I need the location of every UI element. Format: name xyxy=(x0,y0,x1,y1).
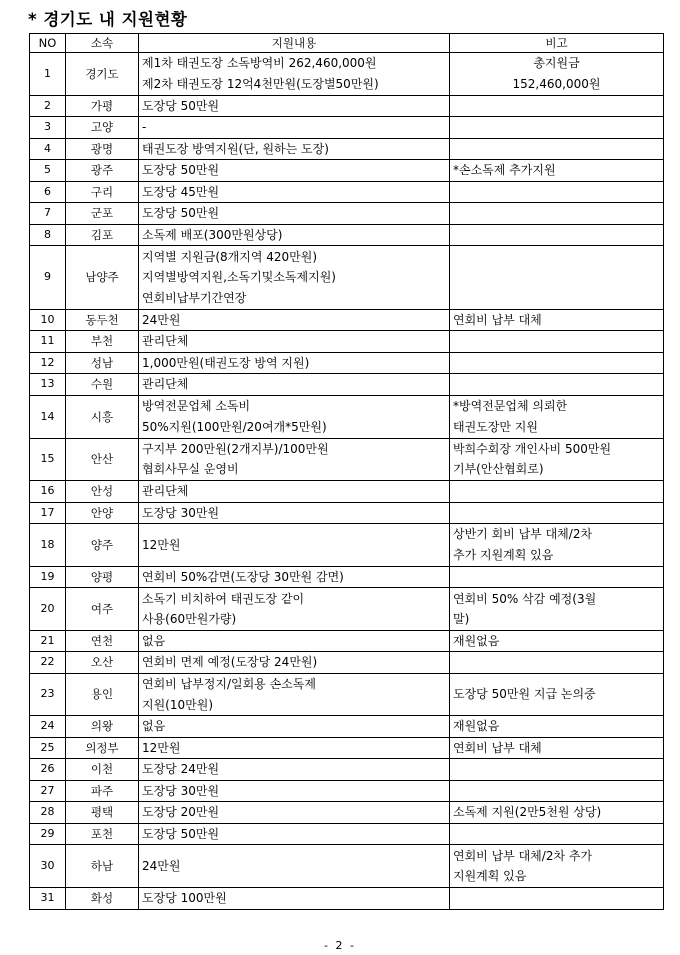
row-number: 22 xyxy=(30,652,66,674)
row-content xyxy=(139,203,450,225)
row-content xyxy=(139,95,450,117)
table-row xyxy=(30,888,664,910)
row-note xyxy=(450,224,664,246)
table-row xyxy=(30,588,664,631)
table-row xyxy=(30,246,664,310)
content-line: 없음 xyxy=(142,633,166,648)
note-line: 상반기 회비 납부 대체/2차 xyxy=(453,527,593,542)
row-content xyxy=(139,374,450,396)
row-number: 17 xyxy=(30,502,66,524)
row-content xyxy=(139,352,450,374)
row-region: 안성 xyxy=(66,481,139,503)
row-note xyxy=(450,845,664,888)
row-number: 24 xyxy=(30,716,66,738)
row-number: 4 xyxy=(30,138,66,160)
header-region: 소속 xyxy=(66,34,139,53)
support-status-table xyxy=(29,33,664,910)
content-line: 소독기 비치하여 태권도장 같이 xyxy=(142,591,305,606)
row-content xyxy=(139,652,450,674)
row-number: 6 xyxy=(30,181,66,203)
note-line: 총지원금 xyxy=(533,56,580,71)
row-note xyxy=(450,802,664,824)
row-content xyxy=(139,588,450,631)
row-note xyxy=(450,566,664,588)
row-content xyxy=(139,246,450,310)
row-note xyxy=(450,759,664,781)
row-region: 김포 xyxy=(66,224,139,246)
row-number: 12 xyxy=(30,352,66,374)
content-line: 지원(10만원) xyxy=(142,697,214,712)
row-region: 하남 xyxy=(66,845,139,888)
row-region: 양주 xyxy=(66,524,139,567)
content-line: 도장당 100만원 xyxy=(142,891,227,906)
row-content xyxy=(139,802,450,824)
row-note xyxy=(450,716,664,738)
row-content xyxy=(139,481,450,503)
content-line: 연회비 납부정지/일회용 손소독제 xyxy=(142,677,316,692)
row-number: 8 xyxy=(30,224,66,246)
row-region: 성남 xyxy=(66,352,139,374)
note-line: 소독제 지원(2만5천원 상당) xyxy=(453,805,602,820)
table-row xyxy=(30,630,664,652)
row-number: 20 xyxy=(30,588,66,631)
table-row xyxy=(30,117,664,139)
note-line: 152,460,000원 xyxy=(512,76,601,91)
table-header-row xyxy=(30,34,664,53)
table-row xyxy=(30,53,664,96)
note-line: 도장당 50만원 지급 논의중 xyxy=(453,687,596,702)
row-note xyxy=(450,524,664,567)
row-number: 9 xyxy=(30,246,66,310)
content-line: 지역별 지원금(8개지역 420만원) xyxy=(142,249,318,264)
row-note xyxy=(450,117,664,139)
row-content xyxy=(139,224,450,246)
content-line: 도장당 24만원 xyxy=(142,762,220,777)
header-no: NO xyxy=(30,34,66,53)
page-number: - 2 - xyxy=(324,939,356,952)
content-line: 연회비납부기간연장 xyxy=(142,290,247,305)
content-line: 24만원 xyxy=(142,859,181,873)
row-note xyxy=(450,481,664,503)
row-region: 시흥 xyxy=(66,395,139,438)
table-row xyxy=(30,823,664,845)
row-region: 수원 xyxy=(66,374,139,396)
content-line: 관리단체 xyxy=(142,377,189,392)
row-content xyxy=(139,759,450,781)
row-note xyxy=(450,888,664,910)
note-line: 연회비 50% 삭감 예정(3월 xyxy=(453,591,597,606)
table-row xyxy=(30,395,664,438)
content-line: 관리단체 xyxy=(142,484,189,499)
note-line: 말) xyxy=(453,612,470,627)
row-region: 안양 xyxy=(66,502,139,524)
content-line: 협회사무실 운영비 xyxy=(142,462,239,477)
row-content xyxy=(139,630,450,652)
row-content xyxy=(139,502,450,524)
row-number: 10 xyxy=(30,309,66,331)
row-note xyxy=(450,181,664,203)
table-row xyxy=(30,524,664,567)
row-region: 포천 xyxy=(66,823,139,845)
row-note xyxy=(450,331,664,353)
row-note xyxy=(450,780,664,802)
table-row xyxy=(30,652,664,674)
row-region: 의정부 xyxy=(66,737,139,759)
content-line: 24만원 xyxy=(142,312,181,327)
row-note xyxy=(450,246,664,310)
row-content xyxy=(139,845,450,888)
row-content xyxy=(139,823,450,845)
content-line: 50%지원(100만원/20여개*5만원) xyxy=(142,419,327,434)
table-row xyxy=(30,203,664,225)
row-number: 27 xyxy=(30,780,66,802)
table-row xyxy=(30,481,664,503)
row-note xyxy=(450,203,664,225)
table-row xyxy=(30,737,664,759)
row-region: 군포 xyxy=(66,203,139,225)
row-number: 11 xyxy=(30,331,66,353)
content-line: 제2차 태권도장 12억4천만원(도장별50만원) xyxy=(142,76,379,91)
row-region: 용인 xyxy=(66,673,139,716)
row-region: 이천 xyxy=(66,759,139,781)
row-region: 고양 xyxy=(66,117,139,139)
table-row xyxy=(30,352,664,374)
row-content xyxy=(139,53,450,96)
row-number: 30 xyxy=(30,845,66,888)
row-region: 화성 xyxy=(66,888,139,910)
row-content xyxy=(139,138,450,160)
header-content: 지원내용 xyxy=(139,34,450,53)
row-content xyxy=(139,737,450,759)
content-line: 도장당 30만원 xyxy=(142,783,220,798)
row-content xyxy=(139,673,450,716)
table-row xyxy=(30,95,664,117)
row-region: 양평 xyxy=(66,566,139,588)
row-number: 16 xyxy=(30,481,66,503)
table-row xyxy=(30,160,664,182)
content-line: 태권도장 방역지원(단, 원하는 도장) xyxy=(142,141,329,156)
row-region: 남양주 xyxy=(66,246,139,310)
row-number: 2 xyxy=(30,95,66,117)
row-note xyxy=(450,652,664,674)
table-row xyxy=(30,502,664,524)
content-line: 도장당 50만원 xyxy=(142,206,220,221)
row-number: 23 xyxy=(30,673,66,716)
note-line: 추가 지원계획 있음 xyxy=(453,547,554,562)
row-number: 5 xyxy=(30,160,66,182)
content-line: 도장당 30만원 xyxy=(142,505,220,520)
content-line: 없음 xyxy=(142,719,166,734)
content-line: 사용(60만원가량) xyxy=(142,612,237,627)
table-body xyxy=(30,53,664,910)
row-note xyxy=(450,95,664,117)
row-number: 18 xyxy=(30,524,66,567)
row-note xyxy=(450,309,664,331)
row-note xyxy=(450,53,664,96)
content-line: 구지부 200만원(2개지부)/100만원 xyxy=(142,441,329,456)
row-region: 가평 xyxy=(66,95,139,117)
row-number: 13 xyxy=(30,374,66,396)
table-row xyxy=(30,802,664,824)
table-row xyxy=(30,780,664,802)
row-number: 28 xyxy=(30,802,66,824)
content-line: 도장당 20만원 xyxy=(142,805,220,820)
content-line: 방역전문업체 소독비 xyxy=(142,399,251,414)
content-line: 도장당 50만원 xyxy=(142,98,220,113)
content-line: 지역별방역지원,소독기및소독제지원) xyxy=(142,270,336,285)
content-line: 1,000만원(태권도장 방역 지원) xyxy=(142,355,310,370)
content-line: 도장당 50만원 xyxy=(142,826,220,841)
row-number: 15 xyxy=(30,438,66,481)
note-line: 연회비 납부 대체/2차 추가 xyxy=(453,848,593,863)
row-note xyxy=(450,823,664,845)
row-region: 오산 xyxy=(66,652,139,674)
note-line: 박희수회장 개인사비 500만원 xyxy=(453,441,612,456)
row-region: 광주 xyxy=(66,160,139,182)
row-content xyxy=(139,395,450,438)
table-row xyxy=(30,759,664,781)
row-number: 1 xyxy=(30,53,66,96)
row-note xyxy=(450,630,664,652)
row-number: 14 xyxy=(30,395,66,438)
note-line: *방역전문업체 의뢰한 xyxy=(453,399,568,414)
row-note xyxy=(450,673,664,716)
row-region: 안산 xyxy=(66,438,139,481)
note-line: 지원계획 있음 xyxy=(453,869,527,884)
row-content xyxy=(139,716,450,738)
row-note xyxy=(450,737,664,759)
row-note xyxy=(450,502,664,524)
row-region: 경기도 xyxy=(66,53,139,96)
row-region: 여주 xyxy=(66,588,139,631)
row-content xyxy=(139,888,450,910)
row-content xyxy=(139,331,450,353)
table-row xyxy=(30,716,664,738)
row-region: 파주 xyxy=(66,780,139,802)
note-line: 태권도장만 지원 xyxy=(453,419,538,434)
row-content xyxy=(139,117,450,139)
content-line: 도장당 45만원 xyxy=(142,184,220,199)
table-row xyxy=(30,374,664,396)
row-number: 26 xyxy=(30,759,66,781)
header-note: 비고 xyxy=(450,34,664,53)
row-number: 25 xyxy=(30,737,66,759)
row-number: 19 xyxy=(30,566,66,588)
row-content xyxy=(139,566,450,588)
row-content xyxy=(139,309,450,331)
row-number: 31 xyxy=(30,888,66,910)
note-line: 연회비 납부 대체 xyxy=(453,312,542,327)
row-region: 부천 xyxy=(66,331,139,353)
row-note xyxy=(450,138,664,160)
row-note xyxy=(450,352,664,374)
note-line: 재원없음 xyxy=(453,633,500,648)
table-row xyxy=(30,181,664,203)
content-line: 제1차 태권도장 소독방역비 262,460,000원 xyxy=(142,56,377,71)
row-note xyxy=(450,588,664,631)
table-row xyxy=(30,845,664,888)
content-line: 연회비 면제 예정(도장당 24만원) xyxy=(142,655,318,670)
content-line: 연회비 50%감면(도장당 30만원 감면) xyxy=(142,569,344,584)
row-content xyxy=(139,160,450,182)
content-line: - xyxy=(142,120,147,135)
note-line: *손소독제 추가지원 xyxy=(453,163,556,178)
row-note xyxy=(450,374,664,396)
row-number: 3 xyxy=(30,117,66,139)
row-region: 광명 xyxy=(66,138,139,160)
row-content xyxy=(139,780,450,802)
content-line: 관리단체 xyxy=(142,334,189,349)
content-line: 12만원 xyxy=(142,537,181,552)
row-region: 의왕 xyxy=(66,716,139,738)
table-row xyxy=(30,138,664,160)
content-line: 도장당 50만원 xyxy=(142,163,220,178)
row-region: 평택 xyxy=(66,802,139,824)
page-title: * 경기도 내 지원현황 xyxy=(28,10,188,29)
row-number: 29 xyxy=(30,823,66,845)
note-line: 기부(안산협회로) xyxy=(453,462,544,477)
content-line: 소독제 배포(300만원상당) xyxy=(142,227,283,242)
row-content xyxy=(139,181,450,203)
table-row xyxy=(30,224,664,246)
table-row xyxy=(30,331,664,353)
note-line: 연회비 납부 대체 xyxy=(453,740,542,755)
table-row xyxy=(30,673,664,716)
row-content xyxy=(139,524,450,567)
row-note xyxy=(450,438,664,481)
row-number: 7 xyxy=(30,203,66,225)
table-row xyxy=(30,566,664,588)
row-note xyxy=(450,160,664,182)
table-row xyxy=(30,438,664,481)
table-row xyxy=(30,309,664,331)
content-line: 12만원 xyxy=(142,740,181,755)
note-line: 재원없음 xyxy=(453,719,500,734)
row-region: 연천 xyxy=(66,630,139,652)
row-region: 동두천 xyxy=(66,309,139,331)
row-note xyxy=(450,395,664,438)
row-content xyxy=(139,438,450,481)
row-number: 21 xyxy=(30,630,66,652)
row-region: 구리 xyxy=(66,181,139,203)
